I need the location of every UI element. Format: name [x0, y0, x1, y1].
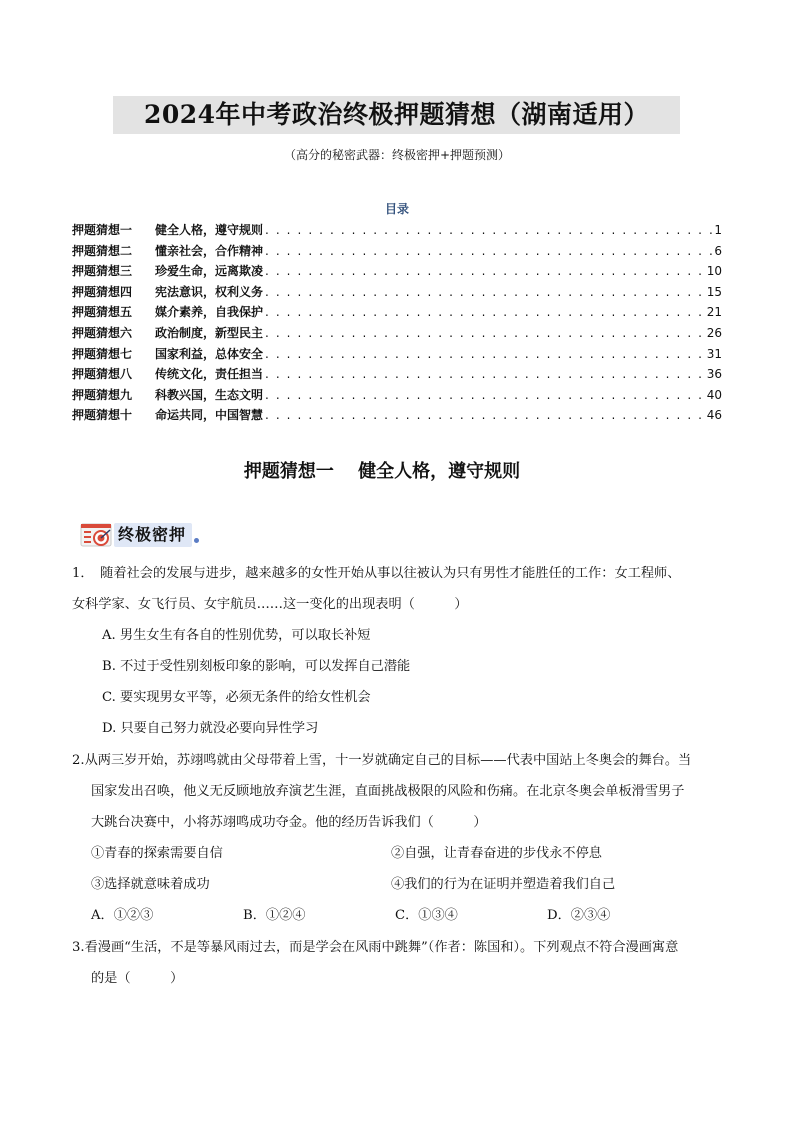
toc-name: 珍爱生命，远离欺凌 — [155, 264, 264, 279]
toc-leader — [265, 388, 705, 402]
toc-row[interactable] — [72, 262, 722, 283]
question-text: 国家发出召唤，他义无反顾地放弃演艺生涯，直面挑战极限的风险和伤痛。在北京冬奥会单板滑雪男子 — [91, 784, 685, 799]
toc-leader — [265, 264, 705, 278]
section-title: 押题猜想一 健全人格，遵守规则 — [243, 461, 521, 482]
toc-name: 科教兴国，生态文明 — [155, 387, 264, 402]
toc-page: 1 — [714, 223, 722, 237]
statement-3: ③选择就意味着成功 — [91, 877, 210, 892]
toc-number: 押题猜想五 — [72, 305, 133, 320]
toc-page: 10 — [706, 264, 722, 279]
toc-row[interactable] — [72, 365, 722, 386]
toc-heading: 目录 — [384, 202, 409, 216]
toc-page: 31 — [706, 346, 722, 361]
statement-2: ②自强，让青春奋进的步伐永不停息 — [391, 846, 602, 861]
toc-row[interactable] — [72, 406, 722, 427]
question-text: 的是（ ） — [91, 971, 184, 986]
toc-number: 押题猜想四 — [72, 284, 133, 299]
toc-row[interactable] — [72, 386, 722, 407]
toc-row[interactable] — [72, 303, 722, 324]
toc-number: 押题猜想六 — [72, 325, 133, 340]
toc-page: 21 — [706, 305, 722, 320]
toc-leader — [265, 305, 705, 319]
toc-leader — [265, 223, 712, 237]
option-a[interactable]: A. 男生女生有各自的性别优势，可以取长补短 — [102, 628, 371, 643]
toc-name: 媒介素养，自我保护 — [155, 305, 264, 320]
toc-number: 押题猜想八 — [72, 367, 133, 382]
toc-row[interactable] — [72, 242, 722, 263]
toc-leader — [265, 326, 705, 340]
toc-leader — [265, 367, 705, 381]
toc-row[interactable] — [72, 221, 722, 242]
statement-row — [72, 838, 732, 869]
toc-name: 懂亲社会，合作精神 — [155, 243, 264, 258]
question-2 — [72, 745, 732, 931]
table-of-contents — [72, 221, 722, 427]
question-1 — [72, 558, 732, 744]
target-icon — [80, 520, 114, 550]
toc-leader — [265, 408, 705, 422]
option-c[interactable]: C. 要实现男女平等，必须无条件的给女性机会 — [102, 690, 371, 705]
toc-page: 40 — [706, 387, 722, 402]
toc-page: 36 — [706, 367, 722, 382]
toc-leader — [265, 285, 705, 299]
badge-label: 终极密押 — [114, 523, 192, 547]
choice-d[interactable]: D．②③④ — [547, 908, 611, 923]
toc-name: 政治制度，新型民主 — [155, 325, 264, 340]
choice-c[interactable]: C．①③④ — [395, 908, 458, 923]
page-title: 2024年中考政治终极押题猜想（湖南适用） — [143, 100, 650, 129]
option-d[interactable]: D. 只要自己努力就没必要向异性学习 — [102, 721, 319, 736]
toc-number: 押题猜想二 — [72, 243, 133, 258]
toc-row[interactable] — [72, 324, 722, 345]
question-text: 大跳台决赛中，小将苏翊鸣成功夺金。他的经历告诉我们（ ） — [91, 815, 487, 830]
choice-a[interactable]: A．①②③ — [91, 908, 154, 923]
question-text: 3.看漫画“生活，不是等暴风雨过去，而是学会在风雨中跳舞”（作者：陈国和）。下列观点不符合漫画寓意 — [72, 940, 679, 955]
statement-4: ④我们的行为在证明并塑造着我们自己 — [391, 877, 616, 892]
question-text: 2.从两三岁开始，苏翊鸣就由父母带着上雪，十一岁就确定自己的目标——代表中国站上冬奥会的舞台。当 — [72, 753, 692, 768]
toc-leader — [265, 244, 712, 258]
statement-1: ①青春的探索需要自信 — [91, 846, 223, 861]
option-b[interactable]: B. 不过于受性别刻板印象的影响，可以发挥自己潜能 — [102, 659, 411, 674]
toc-number: 押题猜想七 — [72, 346, 133, 361]
toc-number: 押题猜想一 — [72, 223, 133, 237]
page-subtitle: （高分的秘密武器：终极密押+押题预测） — [283, 148, 511, 162]
statement-row — [72, 869, 732, 900]
choice-row — [72, 900, 732, 931]
toc-number: 押题猜想十 — [72, 408, 133, 423]
toc-page: 6 — [714, 243, 722, 258]
toc-name: 传统文化，责任担当 — [155, 367, 264, 382]
toc-name: 健全人格，遵守规则 — [155, 223, 264, 237]
section-badge — [80, 520, 199, 550]
question-text: 1． 随着社会的发展与进步，越来越多的女性开始从事以往被认为只有男性才能胜任的工作：女工程师、 — [72, 566, 681, 581]
toc-number: 押题猜想三 — [72, 264, 133, 279]
toc-name: 宪法意识，权利义务 — [155, 284, 264, 299]
question-3 — [72, 932, 732, 994]
toc-name: 国家利益，总体安全 — [155, 346, 264, 361]
toc-row[interactable] — [72, 345, 722, 366]
toc-leader — [265, 347, 705, 361]
badge-dot — [194, 538, 199, 543]
toc-row[interactable] — [72, 283, 722, 304]
toc-page: 46 — [706, 408, 722, 423]
toc-name: 命运共同，中国智慧 — [155, 408, 264, 423]
question-text: 女科学家、女飞行员、女宇航员……这一变化的出现表明（ ） — [72, 597, 468, 612]
toc-page: 15 — [706, 284, 722, 299]
choice-b[interactable]: B．①②④ — [243, 908, 306, 923]
toc-page: 26 — [706, 325, 722, 340]
toc-number: 押题猜想九 — [72, 387, 133, 402]
